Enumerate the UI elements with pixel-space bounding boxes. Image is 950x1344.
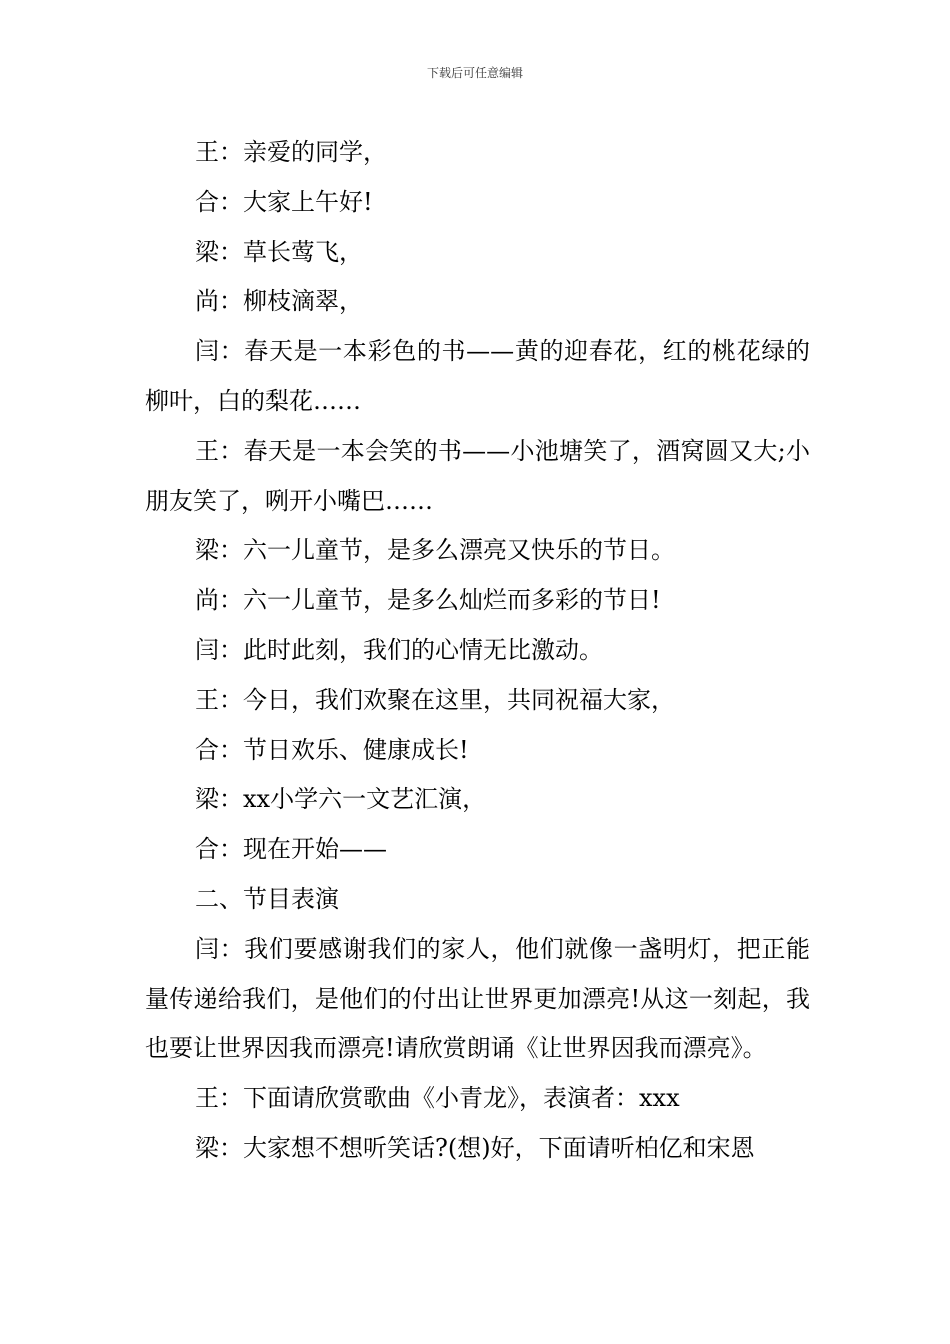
paragraph: 王：亲爱的同学， <box>195 138 387 166</box>
paragraph: 王：今日，我们欢聚在这里，共同祝福大家， <box>195 685 675 714</box>
page-header: 下载后可任意编辑 <box>426 66 523 80</box>
paragraph: 梁：xx小学六一文艺汇演， <box>195 785 487 814</box>
paragraph: 尚：柳枝滴翠， <box>195 287 363 316</box>
paragraph: 合：节日欢乐、健康成长! <box>195 735 469 764</box>
section-heading: 二、节目表演 <box>195 884 339 913</box>
paragraph: 合：大家上午好! <box>195 187 373 216</box>
paragraph: 合：现在开始—— <box>195 835 387 864</box>
paragraph: 闫：我们要感谢我们的家人，他们就像一盏明灯，把正能量传递给我们，是他们的付出让世界更加漂亮!从这一刻起，我也要让世界因我而漂亮!请欣赏朗诵《让世界因我而漂亮》。 <box>145 934 810 1063</box>
document-body <box>145 128 810 1174</box>
paragraph: 尚：六一儿童节，是多么灿烂而多彩的节日! <box>195 586 661 615</box>
paragraph: 闫：春天是一本彩色的书——黄的迎春花，红的桃花绿的柳叶，白的梨花…… <box>145 337 810 415</box>
paragraph: 梁：大家想不想听笑话?(想)好，下面请听柏亿和宋恩 <box>195 1133 755 1162</box>
paragraph: 闫：此时此刻，我们的心情无比激动。 <box>195 635 603 664</box>
paragraph: 梁：草长莺飞， <box>195 237 363 266</box>
paragraph: 王：春天是一本会笑的书——小池塘笑了，酒窝圆又大;小朋友笑了，咧开小嘴巴…… <box>145 436 810 515</box>
paragraph: 梁：六一儿童节，是多么漂亮又快乐的节日。 <box>195 536 675 565</box>
paragraph: 王：下面请欣赏歌曲《小青龙》，表演者：xxx <box>195 1084 680 1113</box>
